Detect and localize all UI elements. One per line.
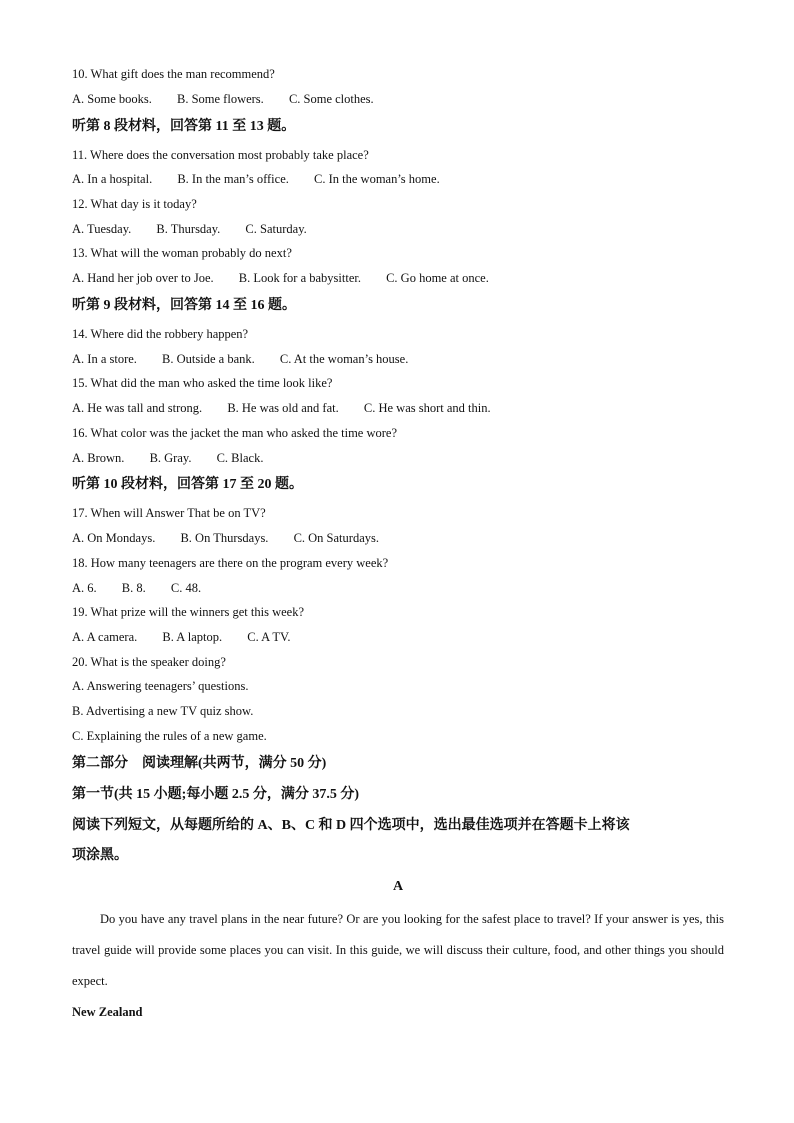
section-9-heading: 听第 9 段材料，回答第 14 至 16 题。	[72, 298, 296, 313]
options-13	[72, 270, 511, 286]
options-19	[72, 629, 313, 645]
option: A. Answering teenagers’ questions.	[72, 679, 249, 693]
passage-label: A	[392, 879, 404, 894]
option: C. Black.	[216, 451, 264, 465]
option: A. Tuesday.	[72, 222, 132, 236]
option: A. Some books.	[72, 92, 152, 106]
subheading: New Zealand	[72, 1005, 143, 1019]
option: C. Explaining the rules of a new game.	[72, 729, 267, 743]
question-17: 17. When will Answer That be on TV?	[72, 506, 266, 520]
option: B. Look for a babysitter.	[238, 271, 361, 285]
option: B. Outside a bank.	[162, 352, 255, 366]
part-2-section-1-heading: 第一节(共 15 小题;每小题 2.5 分，满分 37.5 分)	[72, 787, 359, 802]
question-15: 15. What did the man who asked the time look like?	[72, 376, 333, 390]
option: C. Go home at once.	[386, 271, 489, 285]
option: C. Some clothes.	[288, 92, 374, 106]
question-14: 14. Where did the robbery happen?	[72, 327, 249, 341]
question-18: 18. How many teenagers are there on the program every week?	[72, 556, 389, 570]
option: A. A camera.	[72, 630, 138, 644]
part-2-heading: 第二部分 阅读理解(共两节，满分 50 分)	[72, 756, 327, 771]
option: B. On Thursdays.	[180, 531, 269, 545]
options-18	[72, 580, 223, 596]
question-19: 19. What prize will the winners get this week?	[72, 605, 304, 619]
reading-instruction-cont: 项涂黑。	[72, 848, 128, 863]
option: A. Brown.	[72, 451, 125, 465]
option: B. In the man’s office.	[177, 172, 289, 186]
passage-paragraph: Do you have any travel plans in the near future? Or are you looking for the safest place to travel? If your answer is yes, this travel guide will provide some places you can visit. In this guide, we will discuss their culture, food, and other things you should expect.	[72, 912, 724, 988]
option: C. In the woman’s home.	[314, 172, 440, 186]
option: C. Saturday.	[245, 222, 307, 236]
options-17	[72, 530, 401, 546]
options-15	[72, 400, 513, 416]
option: B. A laptop.	[162, 630, 223, 644]
option: C. On Saturdays.	[293, 531, 379, 545]
reading-instruction: 阅读下列短文，从每题所给的 A、B、C 和 D 四个选项中，选出最佳选项并在答题卡上将该	[72, 818, 630, 833]
option: A. In a hospital.	[72, 172, 153, 186]
section-10-heading: 听第 10 段材料，回答第 17 至 20 题。	[72, 477, 303, 492]
option: B. Advertising a new TV quiz show.	[72, 704, 254, 718]
option: C. A TV.	[247, 630, 291, 644]
question-10: 10. What gift does the man recommend?	[72, 67, 275, 81]
option: A. 6.	[72, 581, 97, 595]
options-12	[72, 221, 329, 237]
question-16: 16. What color was the jacket the man who asked the time wore?	[72, 426, 398, 440]
option: A. In a store.	[72, 352, 137, 366]
option: B. He was old and fat.	[227, 401, 339, 415]
option: A. He was tall and strong.	[72, 401, 203, 415]
section-8-heading: 听第 8 段材料，回答第 11 至 13 题。	[72, 119, 296, 134]
option: A. Hand her job over to Joe.	[72, 271, 214, 285]
option: B. 8.	[121, 581, 146, 595]
option: C. At the woman’s house.	[279, 352, 409, 366]
option: A. On Mondays.	[72, 531, 156, 545]
question-12: 12. What day is it today?	[72, 197, 197, 211]
option: B. Gray.	[149, 451, 192, 465]
question-11: 11. Where does the conversation most probably take place?	[72, 148, 369, 162]
options-10	[72, 91, 396, 107]
question-20: 20. What is the speaker doing?	[72, 655, 226, 669]
options-16	[72, 450, 285, 466]
option: B. Thursday.	[156, 222, 221, 236]
options-14	[72, 351, 430, 367]
option: C. 48.	[170, 581, 202, 595]
question-13: 13. What will the woman probably do next?	[72, 246, 292, 260]
option: B. Some flowers.	[177, 92, 264, 106]
option: C. He was short and thin.	[363, 401, 491, 415]
options-11	[72, 171, 462, 187]
